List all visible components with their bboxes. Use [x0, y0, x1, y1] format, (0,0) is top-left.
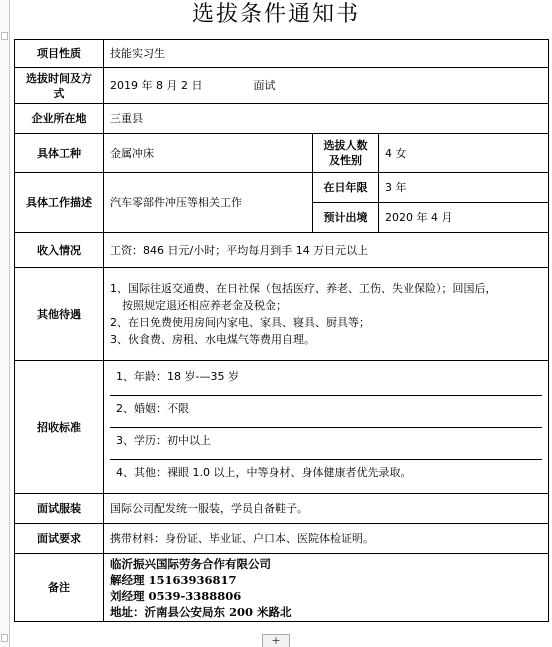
standard-item: 1、年龄：18 岁-—35 岁	[110, 364, 542, 396]
row-requirements	[15, 524, 549, 554]
label-project-nature: 项目性质	[15, 40, 104, 68]
value-job-type: 金属冲床	[104, 134, 313, 173]
row-remarks	[15, 554, 549, 622]
row-job-type	[15, 134, 549, 173]
value-requirements: 携带材料：身份证、毕业证、户口本、医院体检证明。	[104, 524, 549, 554]
label-job-type: 具体工种	[15, 134, 104, 173]
label-selection-time: 选拔时间及方式	[15, 68, 104, 104]
label-remarks: 备注	[15, 554, 104, 622]
ruler-marker	[1, 634, 8, 642]
label-departure: 预计出境	[313, 203, 379, 233]
benefit-item: 按照规定退还相应养老金及税金；	[122, 299, 287, 312]
selection-date: 2019 年 8 月 2 日	[110, 79, 203, 92]
label-company-location: 企业所在地	[15, 104, 104, 134]
value-remarks	[104, 554, 549, 622]
value-benefits	[104, 268, 549, 361]
label-uniform: 面试服装	[15, 494, 104, 524]
ruler-marker	[1, 32, 8, 40]
value-term: 3 年	[379, 173, 549, 203]
row-job-term	[15, 173, 549, 203]
value-selection-time	[104, 68, 549, 104]
value-departure: 2020 年 4 月	[379, 203, 549, 233]
add-sheet-button[interactable]: +	[262, 634, 290, 647]
row-company-location	[15, 104, 549, 134]
value-company-location: 三重县	[104, 104, 549, 134]
row-benefits	[15, 268, 549, 361]
remark-address: 地址：沂南县公安局东 200 米路北	[110, 604, 292, 619]
label-term: 在日年限	[313, 173, 379, 203]
benefit-item: 2、在日免费使用房间内家电、家具、寝具、厨具等；	[110, 316, 370, 329]
row-project-nature	[15, 40, 549, 68]
label-requirements: 面试要求	[15, 524, 104, 554]
label-income: 收入情况	[15, 233, 104, 268]
value-headcount: 4 女	[379, 134, 549, 173]
remark-company: 临沂振兴国际劳务合作有限公司	[110, 556, 271, 571]
label-job-desc: 具体工作描述	[15, 173, 104, 233]
remark-contact: 刘经理 0539-3388806	[110, 588, 242, 603]
value-uniform: 国际公司配发统一服装，学员自备鞋子。	[104, 494, 549, 524]
label-benefits: 其他待遇	[15, 268, 104, 361]
row-selection-time	[15, 68, 549, 104]
standard-item: 2、婚姻：不限	[110, 396, 542, 428]
row-income	[15, 233, 549, 268]
page-title: 选拔条件通知书	[191, 2, 360, 27]
selection-form-table	[14, 39, 549, 622]
value-project-nature: 技能实习生	[104, 40, 549, 68]
row-uniform	[15, 494, 549, 524]
label-headcount: 选拔人数及性别	[313, 134, 379, 173]
benefit-item: 1、国际往返交通费、在日社保（包括医疗、养老、工伤、失业保险）；回国后，	[110, 282, 497, 295]
row-standards	[15, 361, 549, 494]
value-standards	[104, 361, 549, 494]
standard-item: 3、学历：初中以上	[110, 428, 542, 460]
standard-item: 4、其他：裸眼 1.0 以上，中等身材、身体健康者优先录取。	[116, 465, 412, 479]
page-margin-ruler	[0, 0, 10, 647]
label-standards: 招收标准	[15, 361, 104, 494]
benefit-item: 3、伙食费、房租、水电煤气等费用自理。	[110, 333, 315, 346]
value-income: 工资：846 日元/小时；平均每月到手 14 万日元以上	[104, 233, 549, 268]
value-job-desc: 汽车零部件冲压等相关工作	[104, 173, 313, 233]
selection-method: 面试	[253, 79, 276, 92]
remark-contact: 解经理 15163936817	[110, 572, 237, 587]
